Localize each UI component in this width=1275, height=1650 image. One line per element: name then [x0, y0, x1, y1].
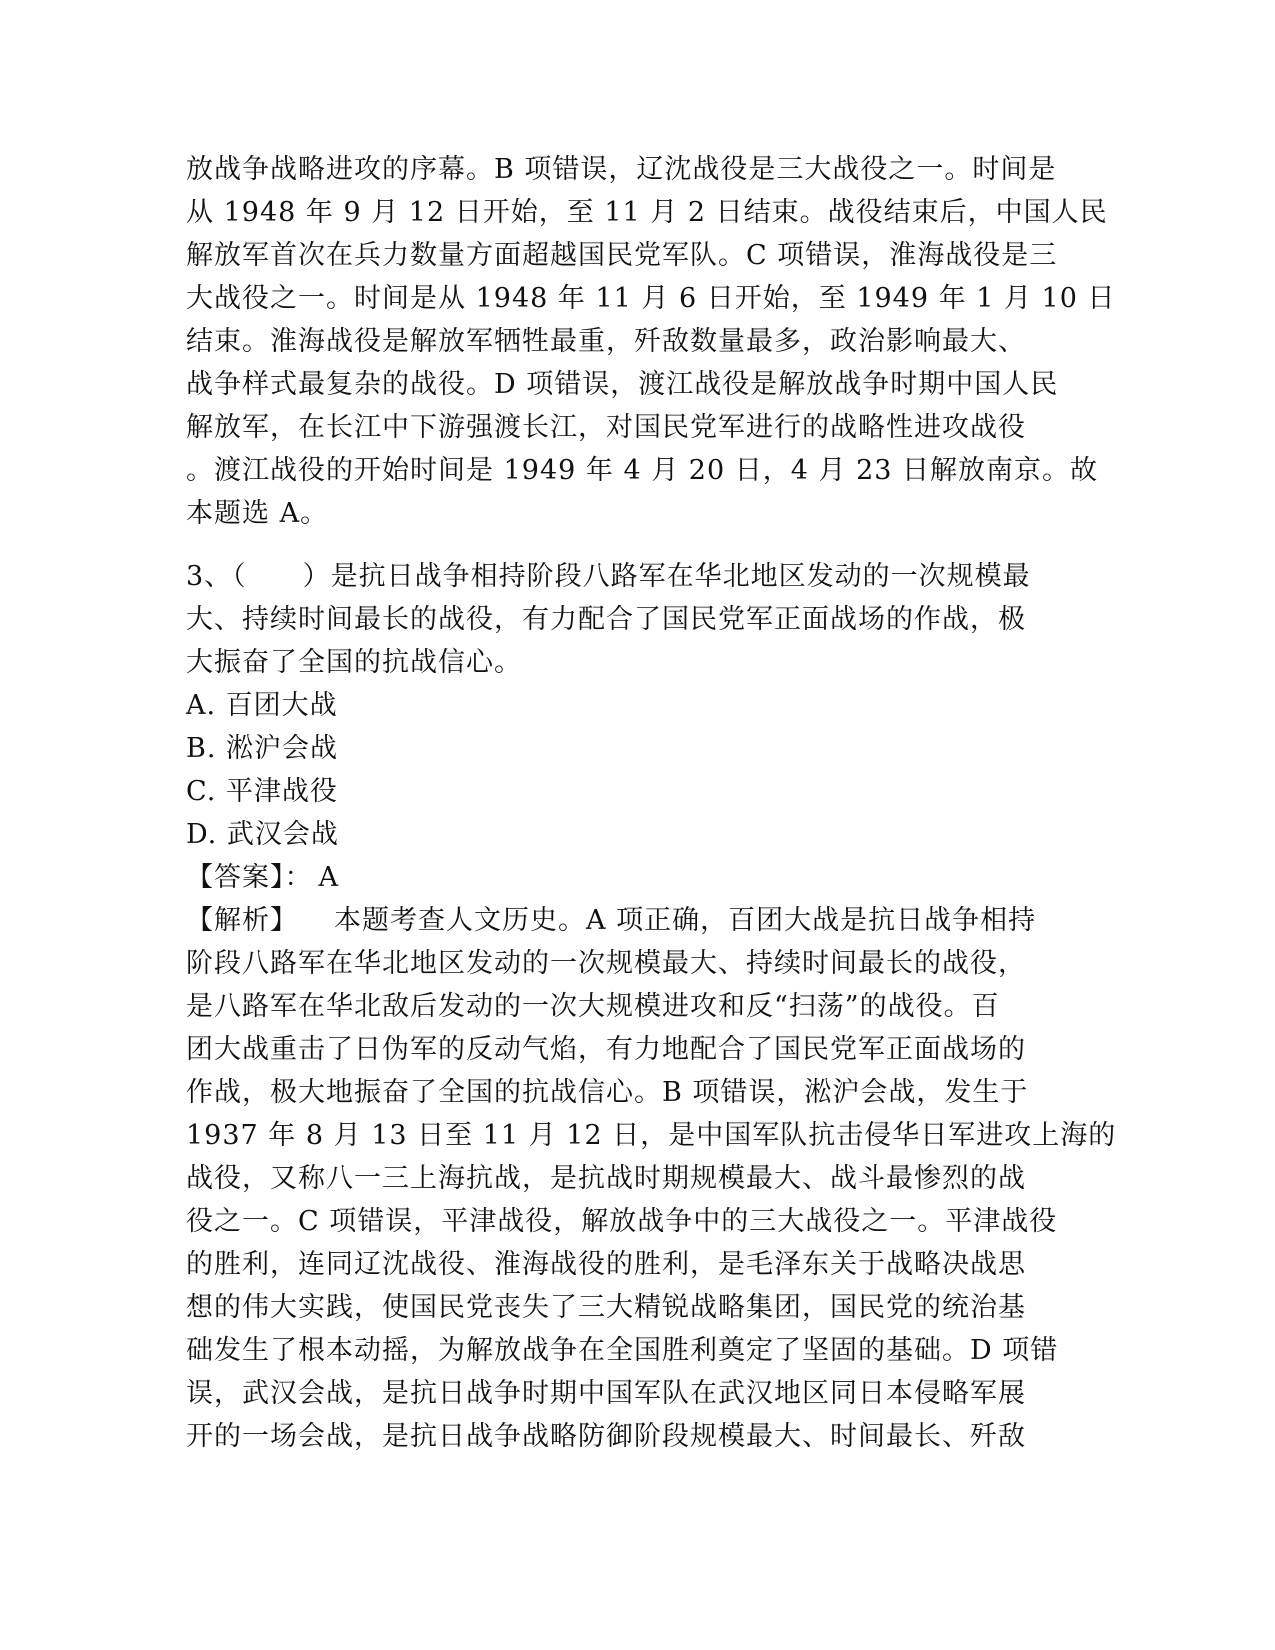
text-line: 解放军首次在兵力数量方面超越国民党军队。C 项错误，淮海战役是三: [186, 240, 1058, 271]
answer-value: A: [318, 862, 339, 893]
text-line: 大、持续时间最长的战役，有力配合了国民党军正面战场的作战，极: [186, 604, 1026, 635]
option-a: A. 百团大战: [186, 690, 338, 721]
text-line: 是八路军在华北敌后发动的一次大规模进攻和反“扫荡”的战役。百: [186, 991, 1000, 1022]
text-line: 1937 年 8 月 13 日至 11 月 12 日，是中国军队抗击侵华日军进攻上海的: [186, 1120, 1117, 1151]
text-line: 大振奋了全国的抗战信心。: [186, 647, 522, 678]
text-line: 阶段八路军在华北地区发动的一次规模最大、持续时间最长的战役，: [186, 948, 1026, 979]
previous-explanation: [186, 148, 1116, 535]
option-c: C. 平津战役: [186, 776, 338, 807]
text-line: 的胜利，连同辽沈战役、淮海战役的胜利，是毛泽东关于战略决战思: [186, 1249, 1026, 1280]
option-d: D. 武汉会战: [186, 819, 339, 850]
analysis: [186, 899, 1117, 1458]
question-stem: [186, 555, 1086, 684]
options-list: [186, 684, 1086, 856]
text-line: 放战争战略进攻的序幕。B 项错误，辽沈战役是三大战役之一。时间是: [186, 154, 1057, 185]
analysis-first-line: [186, 899, 1086, 942]
text-line: 。渡江战役的开始时间是 1949 年 4 月 20 日，4 月 23 日解放南京。故: [186, 455, 1099, 486]
answer-label: 【答案】：: [186, 862, 313, 893]
text-line: 战争样式最复杂的战役。D 项错误，渡江战役是解放战争时期中国人民: [186, 369, 1059, 400]
text-line: 团大战重击了日伪军的反动气焰，有力地配合了国民党军正面战场的: [186, 1034, 1026, 1065]
spacer: [186, 535, 1086, 555]
answer-row: [186, 856, 1086, 899]
option-b: B. 淞沪会战: [186, 733, 339, 764]
text-line: 开的一场会战，是抗日战争战略防御阶段规模最大、时间最长、歼敌: [186, 1421, 1026, 1452]
document-page: [186, 148, 1117, 1458]
text-line: 结束。淮海战役是解放军牺牲最重，歼敌数量最多，政治影响最大、: [186, 326, 1026, 357]
text-line: 从 1948 年 9 月 12 日开始，至 11 月 2 日结束。战役结束后，中国人民: [186, 197, 1108, 228]
text-line: 大战役之一。时间是从 1948 年 11 月 6 日开始，至 1949 年 1 月 10 日: [186, 283, 1116, 314]
text-line: 误，武汉会战，是抗日战争时期中国军队在武汉地区同日本侵略军展: [186, 1378, 1026, 1409]
text-line: 役之一。C 项错误，平津战役，解放战争中的三大战役之一。平津战役: [186, 1206, 1058, 1237]
text-line: 想的伟大实践，使国民党丧失了三大精锐战略集团，国民党的统治基: [186, 1292, 1026, 1323]
text-line: 本题选 A。: [186, 498, 329, 529]
text-line: 础发生了根本动摇，为解放战争在全国胜利奠定了坚固的基础。D 项错: [186, 1335, 1059, 1366]
text-line: 战役，又称八一三上海抗战，是抗战时期规模最大、战斗最惨烈的战: [186, 1163, 1026, 1194]
text-line: 3、（ ）是抗日战争相持阶段八路军在华北地区发动的一次规模最: [186, 561, 1031, 592]
analysis-label: 【解析】: [186, 905, 298, 936]
question-3: [186, 555, 1117, 1458]
analysis-text: 本题考查人文历史。A 项正确，百团大战是抗日战争相持: [334, 905, 1037, 936]
text-line: 解放军，在长江中下游强渡长江，对国民党军进行的战略性进攻战役: [186, 412, 1026, 443]
text-line: 作战，极大地振奋了全国的抗战信心。B 项错误，淞沪会战，发生于: [186, 1077, 1029, 1108]
